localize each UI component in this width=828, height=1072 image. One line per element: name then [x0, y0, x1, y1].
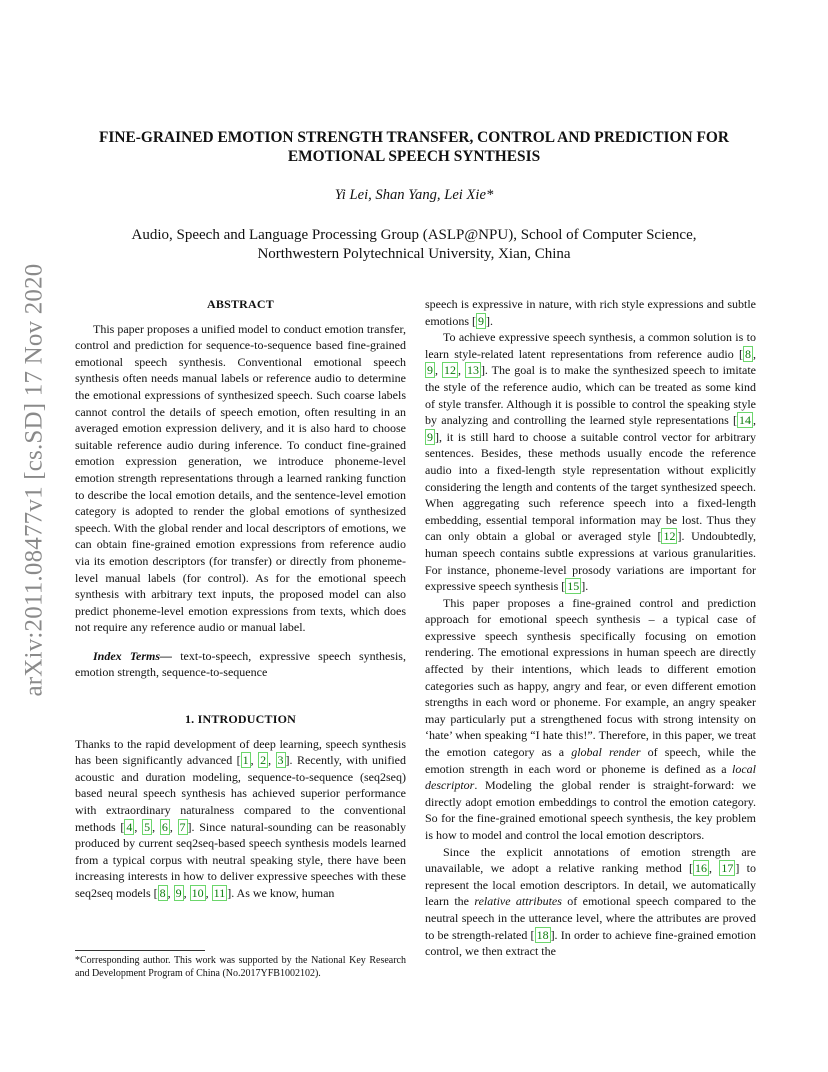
paper-title [60, 128, 768, 166]
citation-link[interactable]: 10 [191, 886, 204, 900]
arxiv-stamp [20, 262, 50, 697]
introduction-heading: 1. INTRODUCTION [184, 712, 296, 727]
intro-paragraph-3: This paper proposes a fine-grained control and prediction approach for emotional speech synthesis – a typical case of expressive speech synthesis specifically focusing on emotion rendering. The emotional expressions in human speech are directly affected by their intentions, which leads to different emotion categories such as happy, angry and fear, or even different emotion strengths in each word or phoneme. For example, an angry speaker may particularly put a strengthened focus with strong intensity on ‘hate’ when speaking “I hate this!”. Therefore, in this paper, we treat the emotion category as a global render of speech, while the emotion strength in each word or phoneme is defined as a local descriptor. Modeling the global render is straight-forward: we directly adopt emotion embeddings to control the emotion category. So for the fine-grained emotional speech synthesis, the key problem is how to model and control the local emotion descriptors. [425, 595, 757, 842]
abstract-heading: ABSTRACT [207, 297, 274, 311]
arxiv-identifier: arXiv:2011.08477v1 [cs.SD] 17 Nov 2020 [21, 262, 48, 697]
citation-link[interactable]: 9 [478, 313, 484, 328]
emphasis-relative-attributes: relative attributes [474, 894, 562, 909]
citation-link[interactable]: 5 [144, 819, 151, 834]
affiliation-line-2: Northwestern Polytechnical University, Xian, China [257, 246, 571, 262]
affiliation [60, 226, 768, 264]
citation-link[interactable]: 9 [427, 429, 433, 444]
intro-paragraph-1: Thanks to the rapid development of deep learning, speech synthesis has been significantly advanced [ 1 , 2 , 3 ]. Recently, with unified acoustic and duration modeling, sequence-to-sequence (seq2seq) based neural speech synthesis has achieved superior performance with extraordinary naturalness compared to the conventional methods [ 4 , 5 , 6 , 7 ]. Since natural-sounding can be reasonably produced by current seq2seq-based speech synthesis models learned from a typical corpus with neutral speaking style, there have been increasing interests in how to deliver expressive speeches with these seq2seq models [ 8 , 9 , 10 , 11 ]. As we know, human [75, 736, 407, 900]
citation-link[interactable]: 17 [721, 861, 734, 876]
citation-link[interactable]: 15 [567, 579, 580, 594]
index-terms-label: Index Terms— [93, 648, 173, 663]
citation-link[interactable]: 9 [427, 363, 433, 378]
citation-link[interactable]: 14 [739, 413, 751, 428]
intro-paragraph-1-continued: speech is expressive in nature, with rich style expressions and subtle emotions [ 9 ]. [425, 297, 756, 328]
citation-link[interactable]: 16 [695, 861, 708, 876]
citation-link[interactable]: 9 [175, 886, 182, 900]
citation-link[interactable]: 1 [242, 753, 249, 768]
citation-link[interactable]: 13 [466, 363, 479, 378]
index-terms-text: text-to-speech, expressive speech synthesis, emotion strength, sequence-to-sequence [75, 648, 406, 680]
citation-link[interactable]: 7 [179, 819, 186, 834]
footnote: *Corresponding author. This work was supported by the National Key Research and Development Program of China (No.2017YFB1002102). [75, 955, 406, 979]
citation-link[interactable]: 12 [443, 363, 456, 378]
left-column [75, 296, 406, 902]
citation-link[interactable]: 6 [161, 819, 168, 834]
index-terms [75, 648, 406, 681]
affiliation-line-1: Audio, Speech and Language Processing Group (ASLP@NPU), School of Computer Science, [131, 227, 697, 243]
citation-link[interactable]: 18 [536, 927, 549, 942]
emphasis-global-render: global render [571, 745, 641, 760]
authors: Yi Lei, Shan Yang, Lei Xie* [334, 187, 494, 203]
emphasis-local-descriptor: local descriptor [425, 761, 756, 793]
citation-link[interactable]: 8 [159, 886, 166, 900]
citation-link[interactable]: 2 [260, 753, 267, 768]
citation-link[interactable]: 12 [663, 529, 676, 544]
citation-link[interactable]: 4 [126, 819, 133, 834]
title-line-2: EMOTIONAL SPEECH SYNTHESIS [287, 148, 541, 165]
citation-link[interactable]: 3 [277, 753, 284, 768]
footnote-rule [75, 950, 205, 951]
intro-paragraph-2: To achieve expressive speech synthesis, a common solution is to learn style-related latent representations from reference audio [ 8 , 9 , 12 , 13 ]. The goal is to make the synthesized speech to imitate the style of the reference audio, which can be treated as some kind of style transfer. Although it is possible to control the speaking style by analyzing and controlling the learned style representations [ 14 , 9 ], it is still hard to choose a suitable control vector for arbitrary sentences. Besides, these methods usually encode the reference audio into a fixed-length style representation without explicitly considering the length and contents of the target synthesized speech. When aggregating such reference speech into a fixed-length embedding, essential temporal information may be lost. Thus they can only obtain a global or averaged style [ 12 ]. Undoubtedly, human speech contains subtle expressions at various granularities. For instance, phoneme-level prosody variations are important for expressive speech synthesis [ 15 ]. [425, 330, 756, 594]
citation-link[interactable]: 11 [213, 886, 226, 900]
abstract-text: This paper proposes a unified model to conduct emotion transfer, control and prediction for sequence-to-sequence based fine-grained emotional speech synthesis. Conventional emotional speech synthesis often needs manual labels or reference audio to determine the emotional expressions of synthesized speech. Such coarse labels cannot control the details of speech emotion, often resulting in an averaged emotion expression delivery, and it is also hard to choose suitable reference audio during inference. To conduct fine-grained emotion expression generation, we introduce phoneme-level emotion strength representations through a learned ranking function to describe the local emotion details, and the sentence-level emotion category is adopted to render the global emotions of synthesized speech. With the global render and local descriptors of emotions, we can obtain fine-grained emotion expressions from reference audio via its emotion descriptors (for transfer) or directly from phoneme-level manual labels (for control). As for the emotional speech synthesis with arbitrary text inputs, the proposed model can also predict phoneme-level emotion expressions from texts, which does not require any reference audio or manual label. [75, 321, 406, 635]
intro-paragraph-4: Since the explicit annotations of emotion strength are unavailable, we adopt a relative ranking method [ 16 , 17 ] to represent the local emotion descriptors. In detail, we automatically learn the relative attributes of emotional speech compared to the neutral speech in the utterance level, where the attributes are proved to be strength-related [ 18 ]. In order to achieve fine-grained emotion control, we then extract the [425, 844, 756, 959]
citation-link[interactable]: 8 [745, 346, 751, 361]
title-line-1: FINE-GRAINED EMOTION STRENGTH TRANSFER, CONTROL AND PREDICTION FOR [99, 129, 729, 146]
right-column [425, 296, 756, 960]
